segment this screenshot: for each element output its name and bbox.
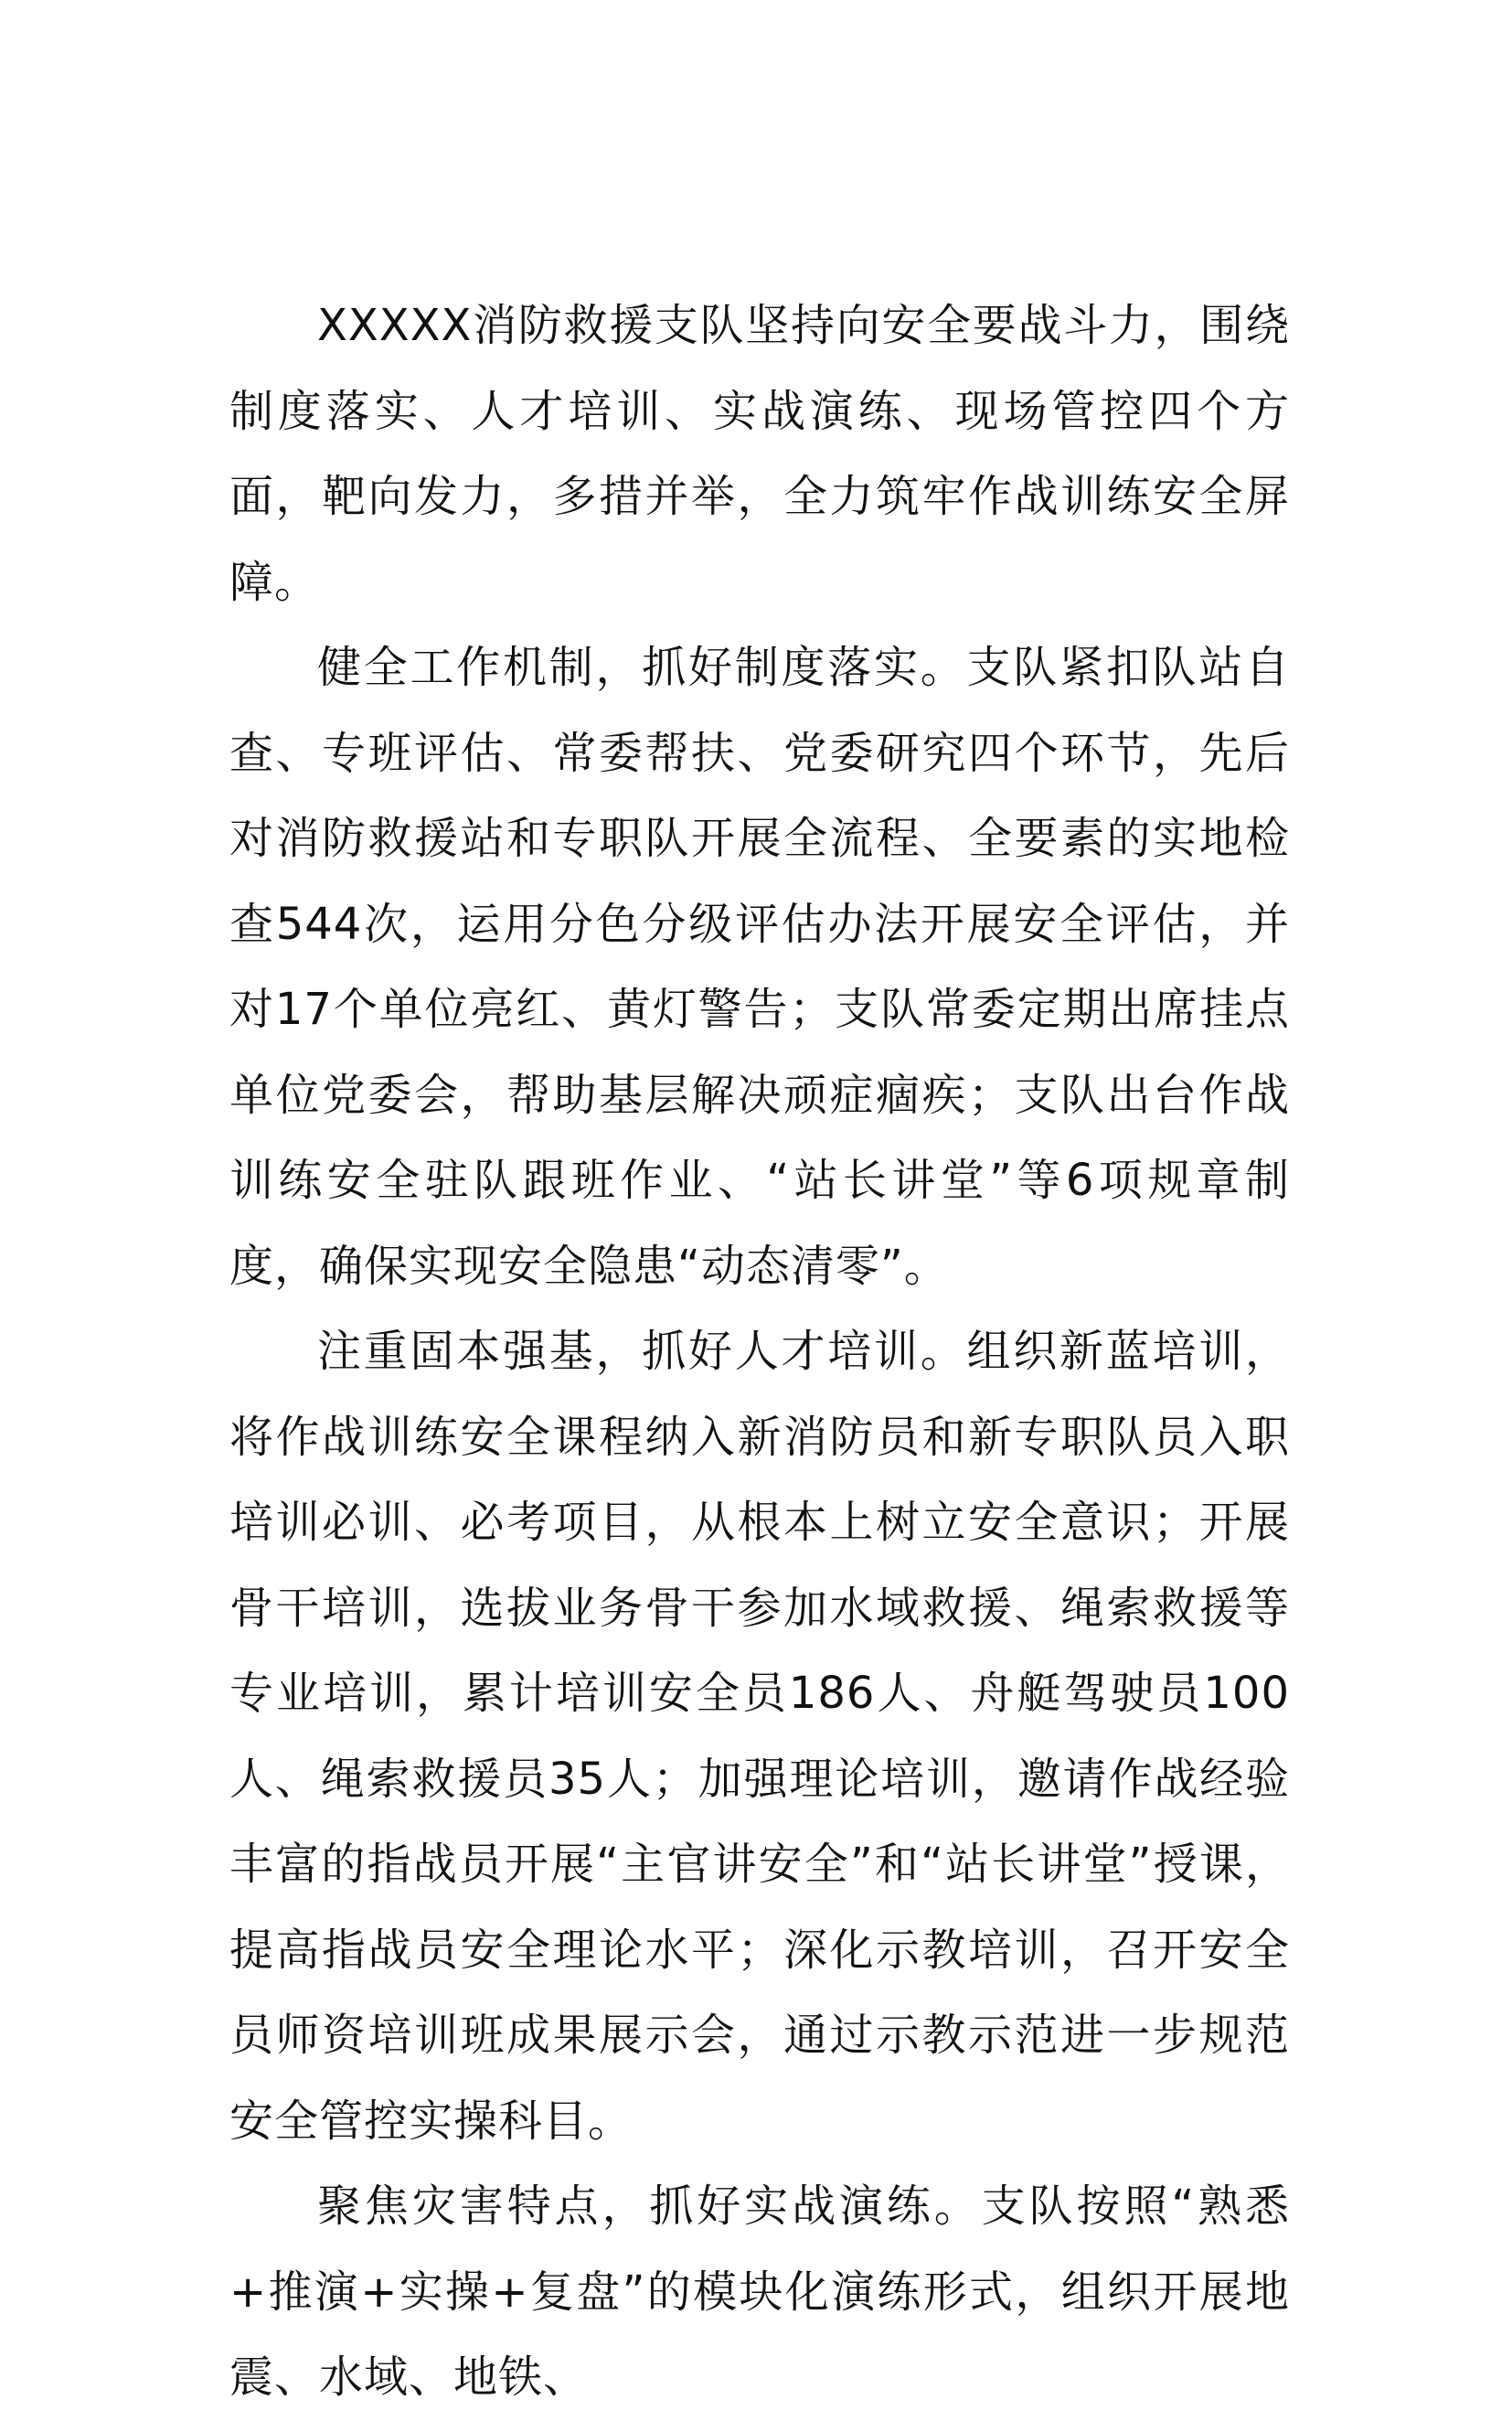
paragraph-training: 注重固本强基，抓好人才培训。组织新蓝培训，将作战训练安全课程纳入新消防员和新专职队员入职培训必训、必考项目，从根本上树立安全意识；开展骨干培训，选拔业务骨干参加水域救援、绳索救援等专业培训，累计培训安全员186人、舟艇驾驶员100人、绳索救援员35人；加强理论培训，邀请作战经验丰富的指战员开展“主官讲安全”和“站长讲堂”授课，提高指战员安全理论水平；深化示教培训，召开安全员师资培训班成果展示会，通过示教示范进一步规范安全管控实操科目。: [229, 1326, 1290, 2147]
paragraph-drills: 聚焦灾害特点，抓好实战演练。支队按照“熟悉+推演+实操+复盘”的模块化演练形式，组织开展地震、水域、地铁、: [229, 2181, 1290, 2403]
document-body: [229, 283, 1290, 2421]
paragraph-intro: XXXXX消防救援支队坚持向安全要战斗力，围绕制度落实、人才培训、实战演练、现场管控四个方面，靶向发力，多措并举，全力筑牢作战训练安全屏障。: [229, 300, 1290, 608]
paragraph-institution: 健全工作机制，抓好制度落实。支队紧扣队站自查、专班评估、常委帮扶、党委研究四个环节，先后对消防救援站和专职队开展全流程、全要素的实地检查544次，运用分色分级评估办法开展安全评估，并对17个单位亮红、黄灯警告；支队常委定期出席挂点单位党委会，帮助基层解决顽症痼疾；支队出台作战训练安全驻队跟班作业、“站长讲堂”等6项规章制度，确保实现安全隐患“动态清零”。: [229, 642, 1290, 1292]
